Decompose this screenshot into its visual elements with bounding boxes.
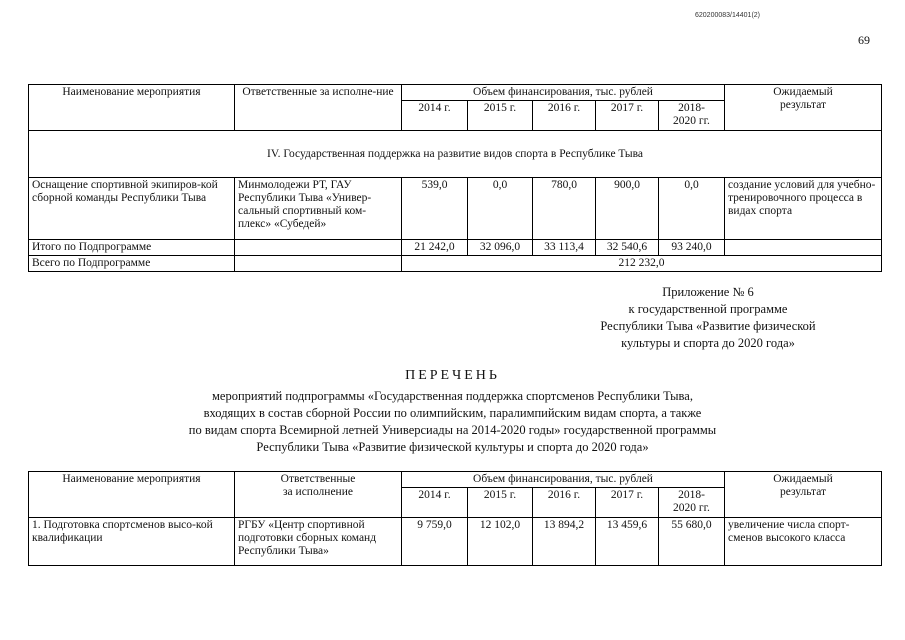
header-year-2016: 2016 г. (533, 101, 596, 131)
total-value: 212 232,0 (402, 256, 882, 272)
row-value-2014: 9 759,0 (402, 518, 468, 566)
row-responsible: Минмолодежи РТ, ГАУ Республики Тыва «Универ-сальный спортивный ком-плекс» «Субедей» (235, 178, 402, 240)
funding-table-section-iv (28, 84, 882, 272)
header-year-2014: 2014 г. (402, 101, 468, 131)
header-expected-line1: Ожидаемый (773, 473, 833, 485)
header-name: Наименование мероприятия (29, 472, 235, 518)
header-funding: Объем финансирования, тыс. рублей (402, 472, 725, 488)
subtotal-2015: 32 096,0 (468, 240, 533, 256)
row-value-2016: 13 894,2 (533, 518, 596, 566)
header-year-2018-2020 (659, 488, 725, 518)
row-value-2014: 539,0 (402, 178, 468, 240)
appendix-line2: к государственной программе (628, 302, 788, 316)
perechen-title (80, 388, 825, 456)
header-year-2017: 2017 г. (596, 101, 659, 131)
funding-table-perechen (28, 471, 882, 566)
perechen-heading: ПЕРЕЧЕНЬ (405, 368, 500, 383)
row-value-2015: 12 102,0 (468, 518, 533, 566)
appendix-line3: Республики Тыва «Развитие физической (600, 319, 816, 333)
perechen-line4: Республики Тыва «Развитие физической культуры и спорта до 2020 года» (256, 440, 649, 454)
row-value-2016: 780,0 (533, 178, 596, 240)
header-funding: Объем финансирования, тыс. рублей (402, 85, 725, 101)
row-result: увеличение числа спорт-сменов высокого класса (725, 518, 882, 566)
header-expected-line2: результат (779, 486, 827, 498)
header-expected-line1: Ожидаемый (773, 86, 833, 98)
row-name: Оснащение спортивной экипиров-кой сборной команды Республики Тыва (29, 178, 235, 240)
header-expected-result (725, 472, 882, 518)
page-number: 69 (858, 33, 870, 47)
total-label: Всего по Подпрограмме (29, 256, 235, 272)
header-year-2015: 2015 г. (468, 488, 533, 518)
header-responsible (235, 472, 402, 518)
header-year-2017: 2017 г. (596, 488, 659, 518)
row-responsible: РГБУ «Центр спортивной подготовки сборных команд Республики Тыва» (235, 518, 402, 566)
perechen-line2: входящих в состав сборной России по олимпийским, паралимпийским видам спорта, а также (203, 406, 702, 420)
header-year-2014: 2014 г. (402, 488, 468, 518)
subtotal-2018-2020: 93 240,0 (659, 240, 725, 256)
header-year-2018-2020 (659, 101, 725, 131)
appendix-line4: культуры и спорта до 2020 года» (621, 336, 795, 350)
subtotal-2014: 21 242,0 (402, 240, 468, 256)
appendix-line1: Приложение № 6 (662, 285, 754, 299)
row-name: 1. Подготовка спортсменов высо-кой квалификации (29, 518, 235, 566)
row-result: создание условий для учебно-тренировочного процесса в видах спорта (725, 178, 882, 240)
header-responsible-line2: за исполнение (283, 486, 353, 498)
section-title: IV. Государственная поддержка на развитие видов спорта в Республике Тыва (29, 131, 882, 178)
subtotal-empty (235, 240, 402, 256)
subtotal-2017: 32 540,6 (596, 240, 659, 256)
header-year-2018-line2: 2020 гг. (673, 502, 710, 514)
subtotal-2016: 33 113,4 (533, 240, 596, 256)
perechen-line3: по видам спорта Всемирной летней Универсиады на 2014-2020 годы» государственной программы (188, 423, 717, 437)
row-value-2017: 900,0 (596, 178, 659, 240)
appendix-block (558, 284, 858, 352)
total-empty (235, 256, 402, 272)
perechen-line1: мероприятий подпрограммы «Государственная поддержка спортсменов Республики Тыва, (212, 389, 693, 403)
row-value-2018-2020: 0,0 (659, 178, 725, 240)
header-year-2018-line1: 2018- (678, 102, 705, 114)
header-responsible-line1: Ответственные (280, 473, 356, 485)
header-name: Наименование мероприятия (29, 85, 235, 131)
header-year-2018-line1: 2018- (678, 489, 705, 501)
row-value-2017: 13 459,6 (596, 518, 659, 566)
subtotal-result-empty (725, 240, 882, 256)
header-expected-line2: результат (779, 99, 827, 111)
header-year-2018-line2: 2020 гг. (673, 115, 710, 127)
header-responsible: Ответственные за исполне-ние (235, 85, 402, 131)
row-value-2018-2020: 55 680,0 (659, 518, 725, 566)
document-id: 620200083/14401(2) (695, 12, 761, 19)
header-year-2015: 2015 г. (468, 101, 533, 131)
row-value-2015: 0,0 (468, 178, 533, 240)
header-year-2016: 2016 г. (533, 488, 596, 518)
subtotal-label: Итого по Подпрограмме (29, 240, 235, 256)
header-expected-result (725, 85, 882, 131)
